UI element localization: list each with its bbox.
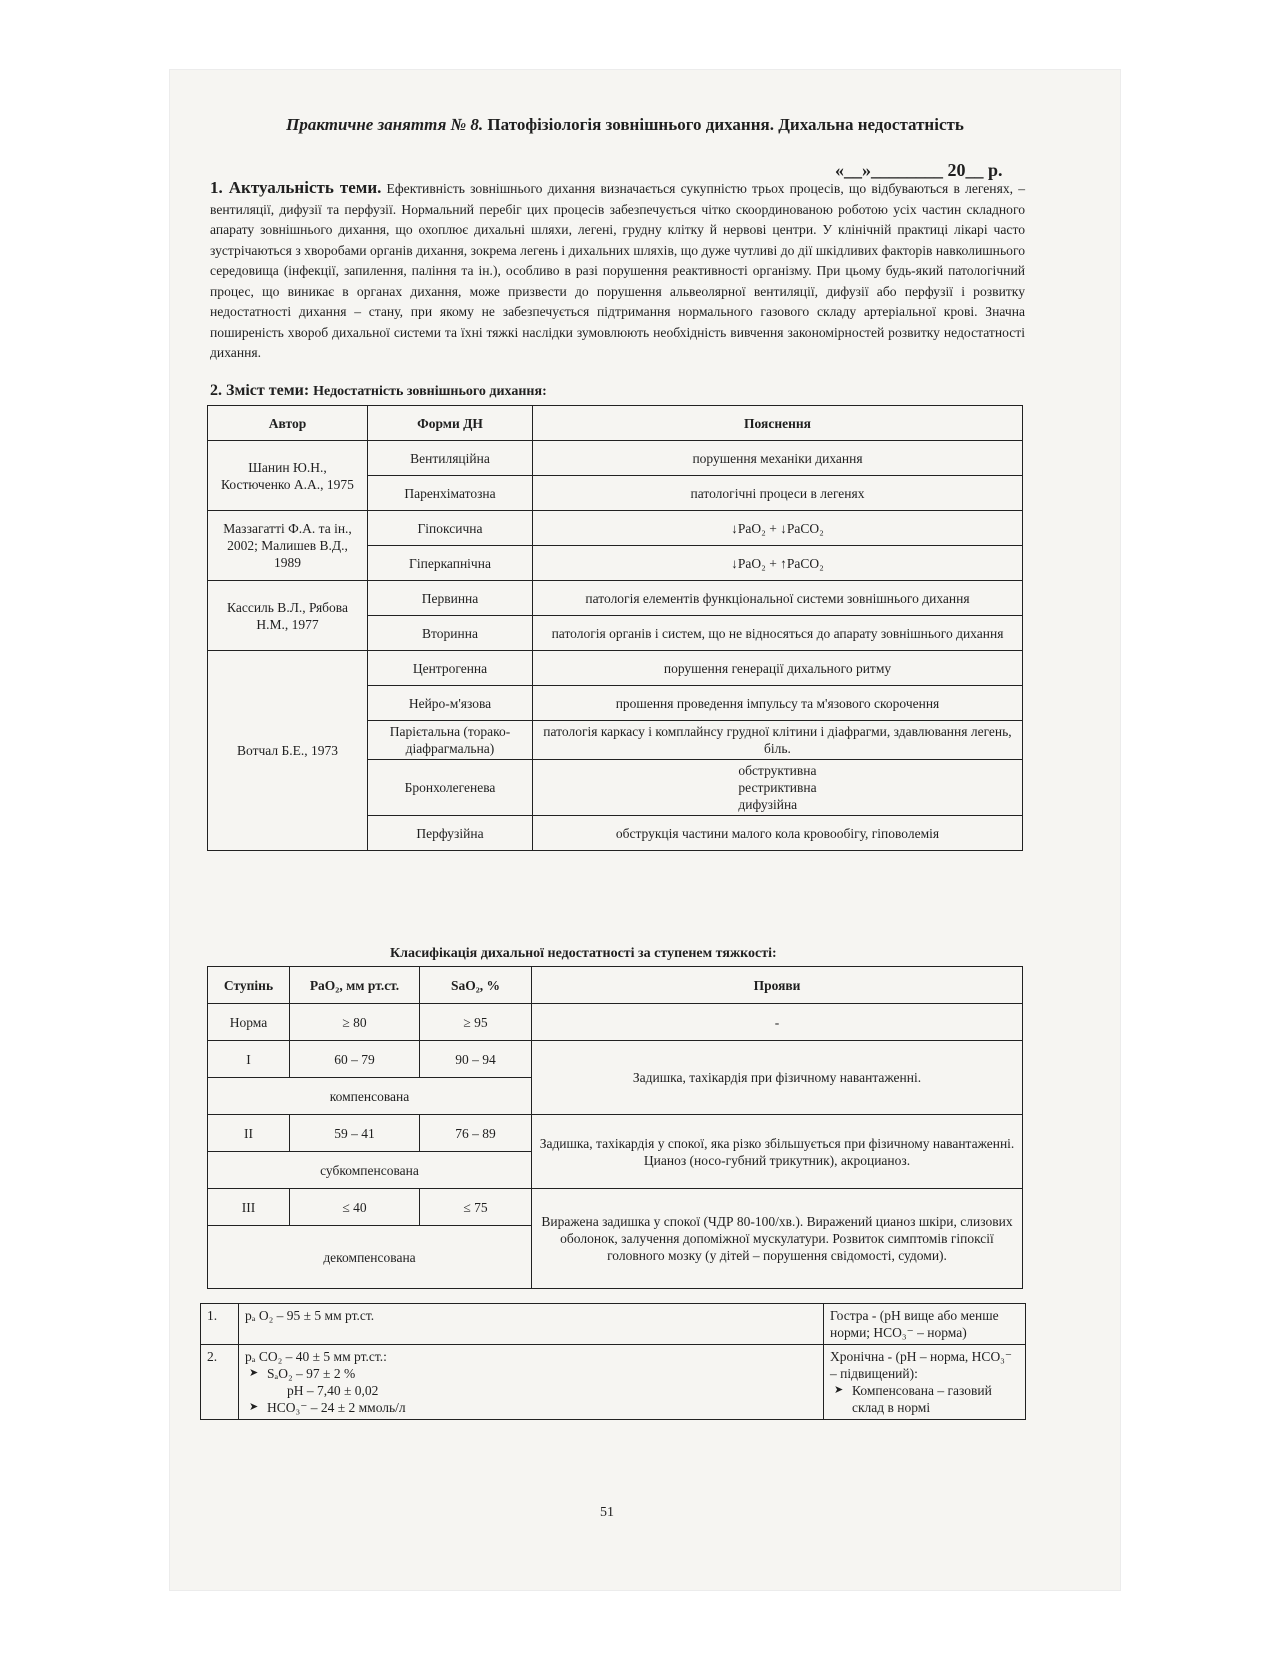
gas-value-cell — [239, 1345, 824, 1420]
form-cell: Гіпоксична — [368, 511, 533, 546]
form-cell: Перфузійна — [368, 816, 533, 851]
respiratory-failure-forms-table — [207, 405, 1023, 851]
list-item: рестриктивна — [738, 780, 817, 795]
severity-caption: Класифікація дихальної недостатності за ступенем тяжкості: — [390, 946, 777, 961]
content-heading-label: 2. Зміст теми: — [210, 382, 310, 399]
degree-cell: Норма — [208, 1004, 290, 1041]
content-subheading: Недостатність зовнішнього дихання: — [313, 384, 547, 399]
sao2-cell: ≥ 95 — [420, 1004, 532, 1041]
header-sao2: SaO₂, % — [420, 967, 532, 1004]
degree-label-cell: декомпенсована — [208, 1226, 532, 1289]
form-cell: Паренхіматозна — [368, 476, 533, 511]
sao2-cell: 90 – 94 — [420, 1041, 532, 1078]
list-item: ➤ Компенсована – газовий склад в нормі — [830, 1382, 1019, 1416]
author-cell: Вотчал Б.Е., 1973 — [208, 651, 368, 851]
blood-gas-table — [200, 1303, 1026, 1420]
explain-cell: порушення генерації дихального ритму — [533, 651, 1023, 686]
author-cell: Кассиль В.Л., Рябова Н.М., 1977 — [208, 581, 368, 651]
relevance-text: Ефективність зовнішнього дихання визначається сукупністю трьох процесів, що відбуваються в легенях, – вентиляції, дифузії та перфузії. Нормальний перебіг цих процесів забезпечується чітко скоординованою роботою усіх частин складного апарату зовнішнього дихання, що охоплює дихальні шляхи, легені, грудну клітку й нервові центри. У клінічній практиці лікарі часто зустрічаються з хворобами органів дихання, зокрема легень і дихальних шляхів, що дуже чутливі до дії шкідливих факторів навколишнього середовища (інфекції, запилення, паління та ін.), особливо в разі порушення реактивності організму. При цьому будь-який патологічний процес, що виникає в органах дихання, може призвести до порушення альвеолярної вентиляції, дифузії або перфузії і розвитку недостатності дихання – стану, при якому не забезпечується підтримання нормального газового складу артеріальної крові. Значна поширеність хвороб дихальної системи та їхні тяжкі наслідки зумовлюють необхідність вивчення закономірностей розвитку недостатності дихання. — [210, 181, 1025, 360]
signs-cell: Виражена задишка у спокої (ЧДР 80-100/хв.). Виражений цианоз шкіри, слизових оболонок, залучення допоміжної мускулатури. Розвиток симптомів гіпоксії головного мозку (у дітей – порушення свідомості, судоми). — [532, 1189, 1023, 1289]
author-cell: Маззагатті Ф.А. та ін., 2002; Малишев В.Д., 1989 — [208, 511, 368, 581]
table-row — [201, 1345, 1026, 1420]
table-header-row — [208, 967, 1023, 1004]
table-row — [201, 1304, 1026, 1345]
page-number: 51 — [600, 1505, 614, 1520]
header-author: Автор — [208, 406, 368, 441]
table-row — [208, 511, 1023, 546]
explain-cell: прошення проведення імпульсу та м'язового скорочення — [533, 686, 1023, 721]
gas-note-cell — [824, 1345, 1026, 1420]
form-cell: Бронхолегенева — [368, 760, 533, 816]
pao2-cell: 60 – 79 — [290, 1041, 420, 1078]
form-cell: Гіперкапнічна — [368, 546, 533, 581]
pao2-cell: ≥ 80 — [290, 1004, 420, 1041]
explain-cell: патологія каркасу і комплайнсу грудної клітини і діафрагми, здавлювання легень, біль. — [533, 721, 1023, 760]
form-cell: Вторинна — [368, 616, 533, 651]
list-item: обструктивна — [738, 763, 817, 778]
header-signs: Прояви — [532, 967, 1023, 1004]
table-row — [208, 1004, 1023, 1041]
gas-note-cell: Гостра - (pH вище або менше норми; HCO₃⁻ – норма) — [824, 1304, 1026, 1345]
degree-label-cell: компенсована — [208, 1078, 532, 1115]
table-row — [208, 581, 1023, 616]
lesson-number: Практичне заняття № 8. — [286, 115, 484, 134]
severity-table — [207, 966, 1023, 1289]
explain-cell: ↓PaO₂ + ↓PaCO₂ — [533, 511, 1023, 546]
form-cell: Нейро-м'язова — [368, 686, 533, 721]
table-row — [208, 441, 1023, 476]
list-item: ➤ HCO₃⁻ – 24 ± 2 ммоль/л — [245, 1399, 817, 1416]
relevance-section — [210, 178, 1025, 364]
degree-cell: I — [208, 1041, 290, 1078]
form-cell: Первинна — [368, 581, 533, 616]
explain-list — [738, 762, 816, 813]
explain-cell: порушення механіки дихання — [533, 441, 1023, 476]
header-forms: Форми ДН — [368, 406, 533, 441]
gas-note-heading: Хронічна - (pH – норма, HCO₃⁻ – підвищений): — [830, 1349, 1013, 1381]
table-row — [208, 1041, 1023, 1078]
explain-cell: ↓PaO₂ + ↑PaCO₂ — [533, 546, 1023, 581]
table-row — [208, 651, 1023, 686]
form-cell: Центрогенна — [368, 651, 533, 686]
form-cell: Парієтальна (торако-діафрагмальна) — [368, 721, 533, 760]
header-pao2: PaO₂, мм рт.ст. — [290, 967, 420, 1004]
explain-cell: обструкція частини малого кола кровообігу, гіповолемія — [533, 816, 1023, 851]
explain-cell — [533, 760, 1023, 816]
pao2-cell: 59 – 41 — [290, 1115, 420, 1152]
form-cell: Вентиляційна — [368, 441, 533, 476]
signs-cell: Задишка, тахікардія при фізичному навантаженні. — [532, 1041, 1023, 1115]
row-number: 2. — [201, 1345, 239, 1420]
list-item: pH – 7,40 ± 0,02 — [287, 1383, 379, 1398]
explain-cell: патологія елементів функціональної системи зовнішнього дихання — [533, 581, 1023, 616]
signs-cell: - — [532, 1004, 1023, 1041]
pao2-cell: ≤ 40 — [290, 1189, 420, 1226]
degree-cell: III — [208, 1189, 290, 1226]
relevance-heading: 1. Актуальність теми. — [210, 178, 382, 197]
table-row — [208, 1189, 1023, 1226]
lesson-topic: Патофізіологія зовнішнього дихання. Дихальна недостатність — [487, 115, 964, 134]
sao2-cell: ≤ 75 — [420, 1189, 532, 1226]
sao2-cell: 76 – 89 — [420, 1115, 532, 1152]
explain-cell: патологія органів і систем, що не відносяться до апарату зовнішнього дихання — [533, 616, 1023, 651]
gas-value-cell: pₐ O₂ – 95 ± 5 мм рт.ст. — [239, 1304, 824, 1345]
date-field: «__»________ 20__ р. — [835, 160, 1003, 180]
content-heading — [210, 382, 547, 400]
header-degree: Ступінь — [208, 967, 290, 1004]
table-row — [208, 1115, 1023, 1152]
author-cell: Шанин Ю.Н., Костюченко А.А., 1975 — [208, 441, 368, 511]
explain-cell: патологічні процеси в легенях — [533, 476, 1023, 511]
degree-label-cell: субкомпенсована — [208, 1152, 532, 1189]
list-item: ➤ SₐO₂ – 97 ± 2 % — [245, 1365, 817, 1382]
list-item: дифузійна — [738, 797, 798, 812]
degree-cell: II — [208, 1115, 290, 1152]
page-title — [235, 115, 1015, 135]
table-header-row — [208, 406, 1023, 441]
gas-value-heading: pₐ CO₂ – 40 ± 5 мм рт.ст.: — [245, 1349, 387, 1364]
signs-cell: Задишка, тахікардія у спокої, яка різко збільшується при фізичному навантаженні. Цианоз (носо-губний трикутник), акроцианоз. — [532, 1115, 1023, 1189]
header-explanation: Пояснення — [533, 406, 1023, 441]
row-number: 1. — [201, 1304, 239, 1345]
